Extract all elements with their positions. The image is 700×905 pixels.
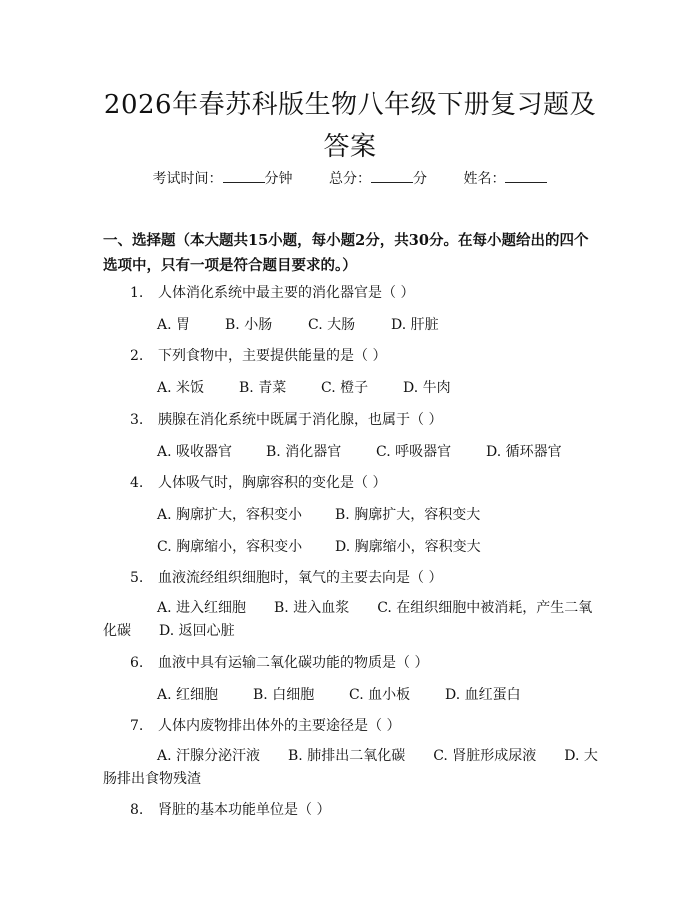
- exam-score: [329, 168, 427, 188]
- question-3: [130, 409, 442, 429]
- question-text: 血液流经组织细胞时，氧气的主要去向是（ ）: [158, 570, 443, 586]
- score-unit: 分: [413, 171, 427, 187]
- question-number: 7.: [130, 718, 144, 734]
- question-7-options: A. 汗腺分泌汗液 B. 肺排出二氧化碳 C. 肾脏形成尿液 D. 大肠排出食物残渣: [103, 748, 598, 787]
- question-4-options-row-2: [157, 536, 481, 556]
- option-d: D. 肝脏: [391, 317, 439, 333]
- question-4-options-row-1: [157, 504, 480, 524]
- option-b: B. 青菜: [239, 380, 287, 396]
- option-c: C. 橙子: [321, 380, 369, 396]
- question-5: [130, 567, 442, 587]
- option-c: C. 大肠: [308, 317, 356, 333]
- time-unit: 分钟: [264, 171, 293, 187]
- question-2-options: [157, 377, 451, 397]
- question-text: 人体内废物排出体外的主要途径是（ ）: [158, 718, 401, 734]
- question-text: 胰腺在消化系统中既属于消化腺，也属于（ ）: [158, 412, 443, 428]
- question-1-options: [157, 314, 439, 334]
- question-1: [130, 282, 414, 302]
- option-d: D. 循环器官: [486, 444, 562, 460]
- option-b: B. 胸廓扩大，容积变大: [335, 507, 481, 523]
- question-number: 5.: [130, 570, 144, 586]
- question-6: [130, 652, 428, 672]
- question-text: 人体消化系统中最主要的消化器官是（ ）: [158, 285, 415, 301]
- question-5-options: A. 进入红细胞 B. 进入血浆 C. 在组织细胞中被消耗，产生二氧化碳 D. 返回心脏: [103, 600, 593, 639]
- question-8: [130, 799, 330, 819]
- page-title: 2026年春苏科版生物八年级下册复习题及答案: [103, 90, 597, 162]
- option-d: D. 牛肉: [403, 380, 451, 396]
- option-a: A. 吸收器官: [157, 444, 233, 460]
- option-a: A. 米饭: [157, 380, 205, 396]
- name-label: 姓名：: [463, 171, 506, 187]
- option-c: C. 呼吸器官: [376, 444, 452, 460]
- question-4: [130, 472, 386, 492]
- question-number: 6.: [130, 655, 144, 671]
- option-d: D. 血红蛋白: [445, 687, 521, 703]
- score-label: 总分：: [329, 171, 371, 187]
- question-text: 肾脏的基本功能单位是（ ）: [158, 802, 331, 818]
- question-text: 血液中具有运输二氧化碳功能的物质是（ ）: [158, 655, 429, 671]
- question-7: [130, 715, 400, 735]
- question-2: [130, 345, 386, 365]
- exam-meta: [0, 168, 700, 188]
- option-c: C. 胸廓缩小，容积变小: [157, 539, 303, 555]
- question-number: 4.: [130, 475, 144, 491]
- exam-name: [463, 168, 547, 188]
- option-c: C. 血小板: [349, 687, 411, 703]
- option-a: A. 胃: [157, 317, 191, 333]
- time-label: 考试时间：: [152, 171, 223, 187]
- question-6-options: [157, 684, 521, 704]
- option-a: A. 红细胞: [157, 687, 219, 703]
- option-b: B. 小肠: [225, 317, 273, 333]
- option-b: B. 消化器官: [266, 444, 342, 460]
- question-text: 下列食物中，主要提供能量的是（ ）: [158, 348, 387, 364]
- name-blank: [505, 170, 547, 183]
- option-d: D. 胸廓缩小，容积变大: [335, 539, 481, 555]
- section-heading: 一、选择题（本大题共15小题，每小题2分，共30分。在每小题给出的四个选项中，只有一项是符合题目要求的。）: [103, 232, 589, 274]
- question-number: 8.: [130, 802, 144, 818]
- exam-time: [153, 168, 293, 188]
- score-blank: [371, 170, 413, 183]
- question-text: 人体吸气时，胸廓容积的变化是（ ）: [158, 475, 387, 491]
- option-a: A. 胸廓扩大，容积变小: [157, 507, 303, 523]
- time-blank: [223, 170, 265, 183]
- question-3-options: [157, 441, 562, 461]
- question-number: 1.: [130, 285, 144, 301]
- question-number: 2.: [130, 348, 144, 364]
- option-b: B. 白细胞: [253, 687, 315, 703]
- question-number: 3.: [130, 412, 144, 428]
